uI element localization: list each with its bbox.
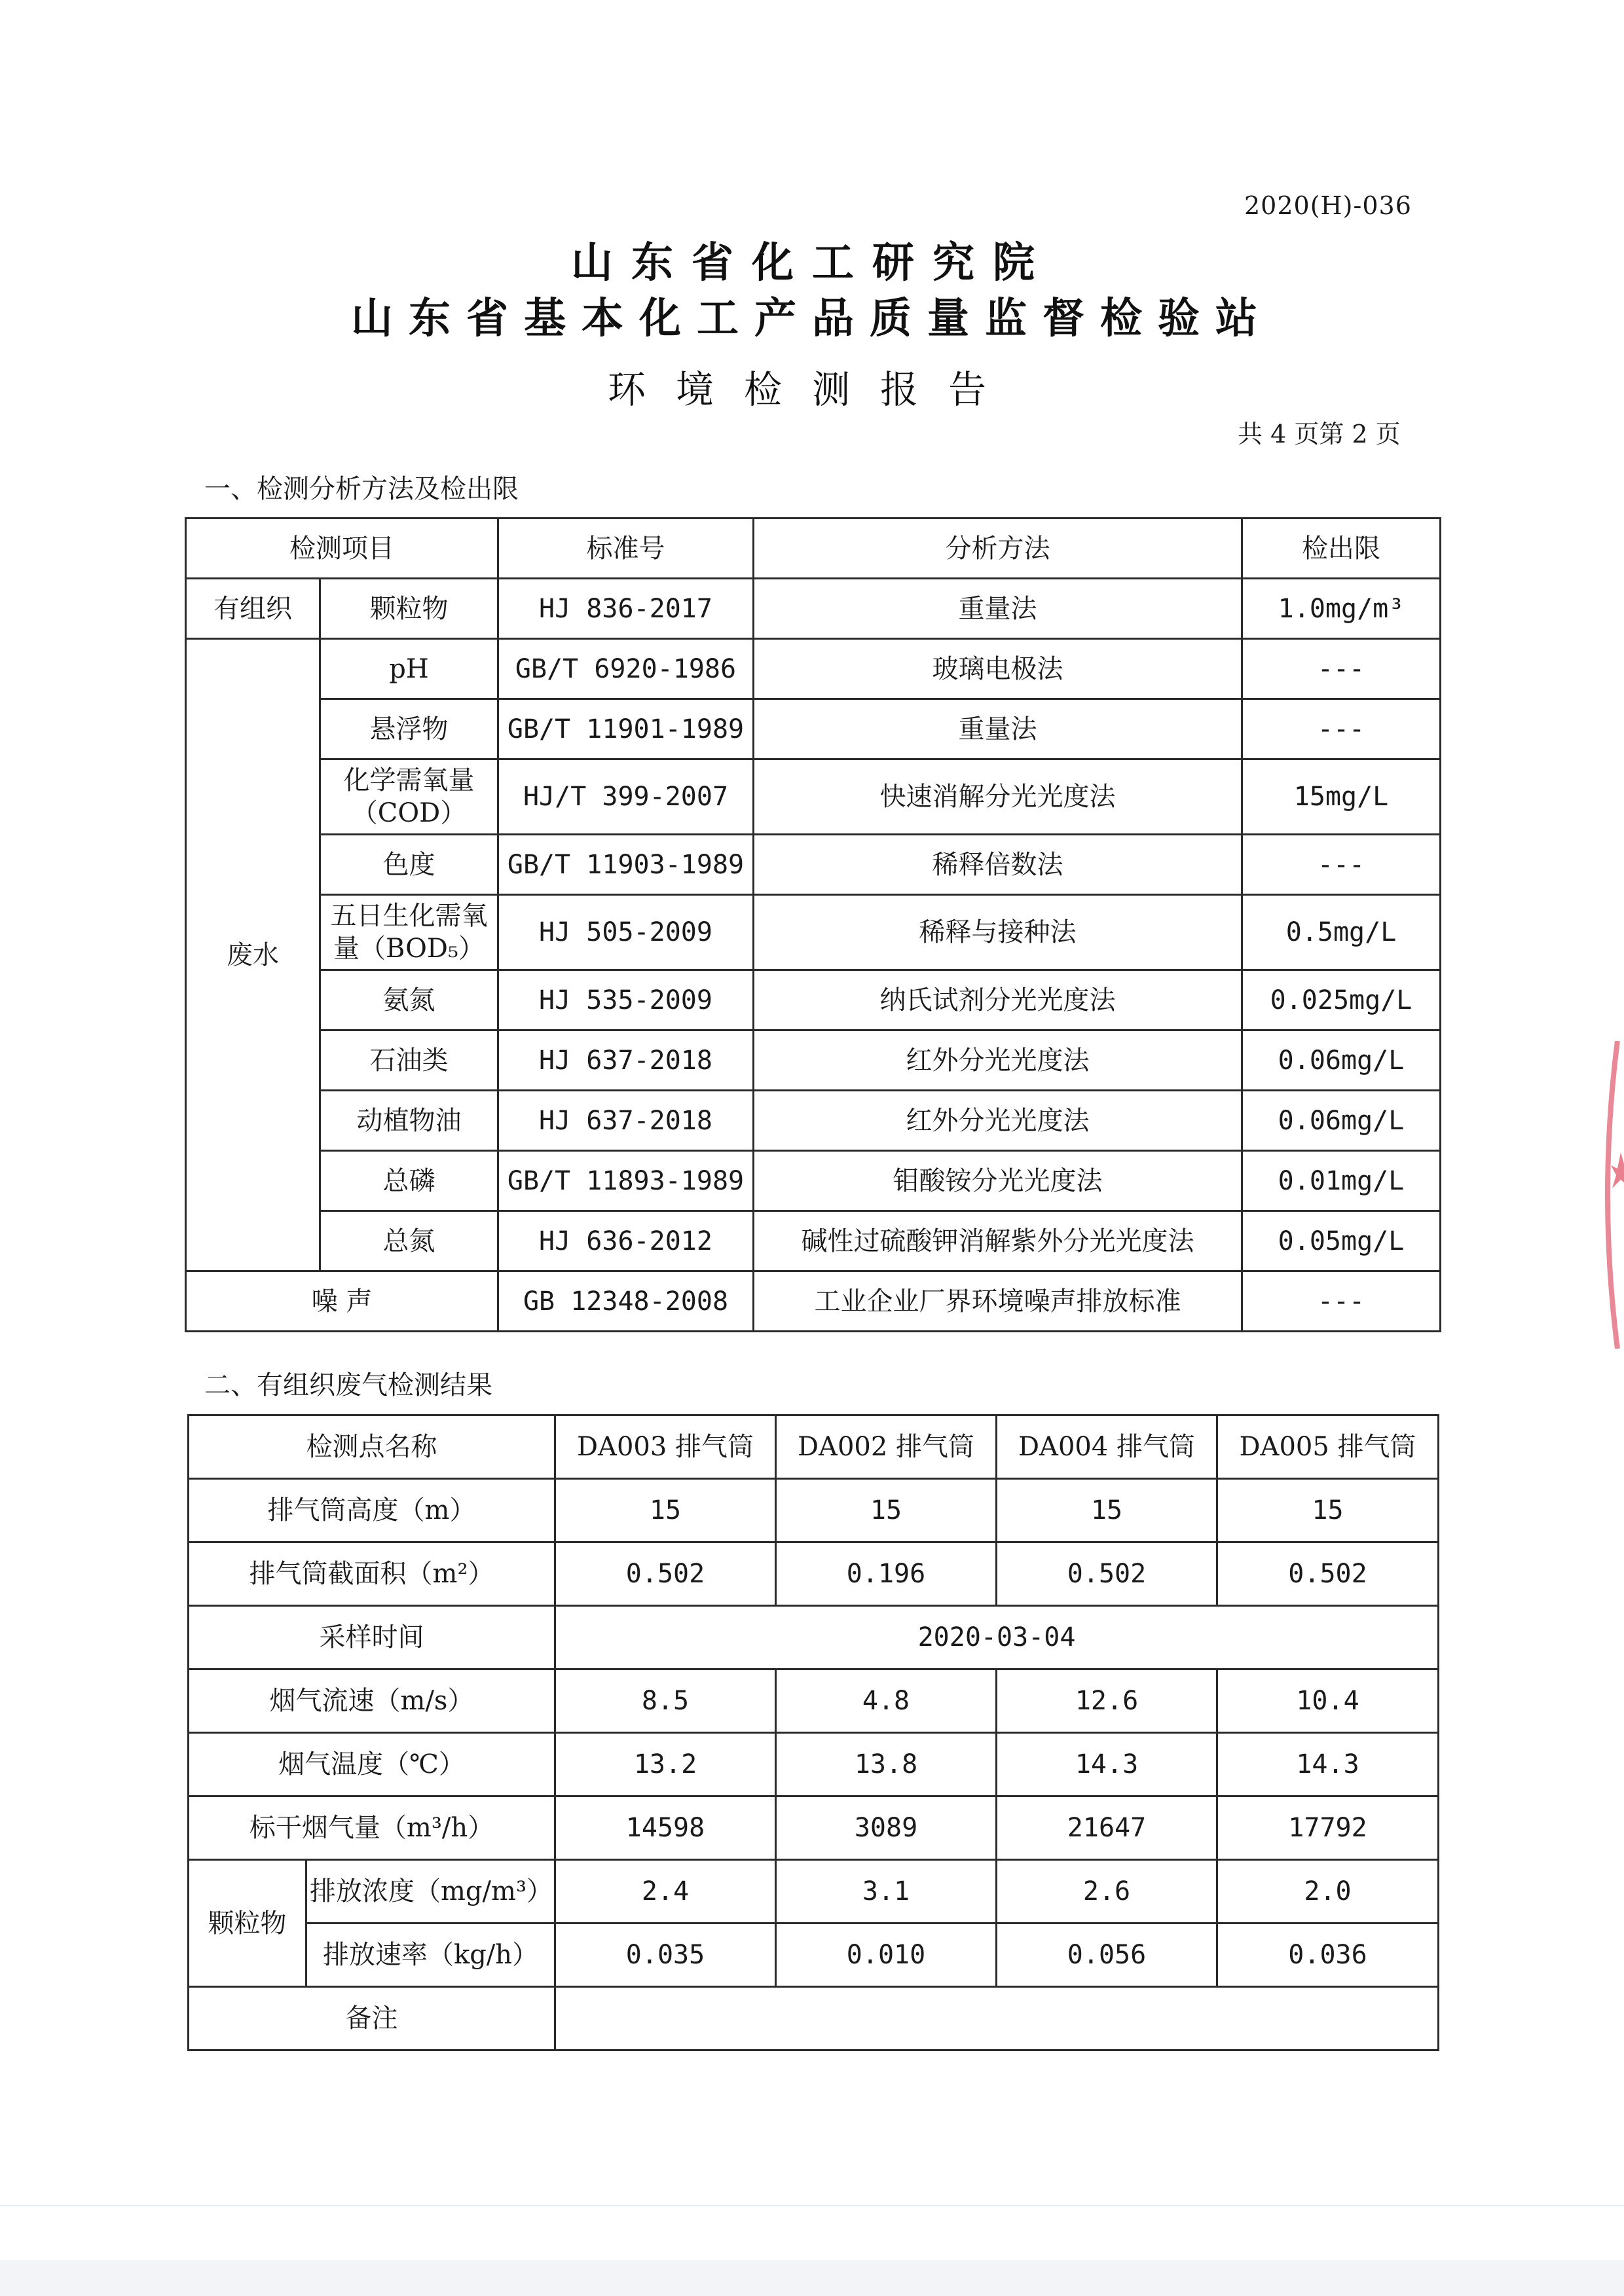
seal-stamp-fragment — [1591, 1041, 1624, 1349]
value-cell: 15 — [997, 1479, 1217, 1542]
method-cell: 重量法 — [754, 579, 1242, 639]
value-cell: 3.1 — [776, 1860, 997, 1923]
standard-cell: HJ 836-2017 — [498, 579, 754, 639]
table-row — [186, 1091, 1441, 1151]
table-header-row — [186, 519, 1441, 579]
table-row — [186, 1271, 1441, 1332]
item-cell: 悬浮物 — [320, 699, 498, 759]
value-cell: 3089 — [776, 1796, 997, 1860]
scan-artifact-line — [0, 2205, 1624, 2206]
table-row — [186, 639, 1441, 699]
institute-title: 山东省化工研究院 — [571, 238, 1053, 287]
standard-cell: GB/T 11901-1989 — [498, 699, 754, 759]
value-cell: 0.502 — [1217, 1542, 1439, 1606]
value-cell: 14598 — [555, 1796, 776, 1860]
value-cell: 2.6 — [997, 1860, 1217, 1923]
table-row — [189, 1669, 1439, 1733]
row-label: 排气筒截面积（m²） — [189, 1542, 555, 1606]
item-cell: 颗粒物 — [320, 579, 498, 639]
value-cell: 10.4 — [1217, 1669, 1439, 1733]
item-cell: 总氮 — [320, 1211, 498, 1271]
header-cell: 检出限 — [1242, 519, 1441, 579]
limit-cell: 1.0mg/m³ — [1242, 579, 1441, 639]
value-cell: 0.010 — [776, 1923, 997, 1987]
value-cell: 0.056 — [997, 1923, 1217, 1987]
value-cell: 14.3 — [1217, 1733, 1439, 1796]
value-cell: 13.2 — [555, 1733, 776, 1796]
limit-cell: 15mg/L — [1242, 759, 1441, 835]
method-cell: 稀释与接种法 — [754, 895, 1242, 970]
standard-cell: HJ 637-2018 — [498, 1091, 754, 1151]
standard-cell: HJ 535-2009 — [498, 970, 754, 1030]
value-cell: 0.035 — [555, 1923, 776, 1987]
table-row — [189, 1923, 1439, 1987]
standard-cell: HJ 636-2012 — [498, 1211, 754, 1271]
report-title: 环境检测报告 — [607, 367, 1016, 412]
limit-cell: 0.06mg/L — [1242, 1030, 1441, 1091]
group-cell: 废水 — [186, 639, 320, 1271]
row-label: 标干烟气量（m³/h） — [189, 1796, 555, 1860]
value-cell: 21647 — [997, 1796, 1217, 1860]
header-cell: 分析方法 — [754, 519, 1242, 579]
value-cell: 12.6 — [997, 1669, 1217, 1733]
standard-cell: HJ 505-2009 — [498, 895, 754, 970]
standard-cell: GB/T 6920-1986 — [498, 639, 754, 699]
limit-cell: 0.5mg/L — [1242, 895, 1441, 970]
standard-cell: GB/T 11893-1989 — [498, 1151, 754, 1211]
header-cell: DA003 排气筒 — [555, 1415, 776, 1479]
table-row — [186, 759, 1441, 835]
row-label: 排气筒高度（m） — [189, 1479, 555, 1542]
section-title-methods: 一、检测分析方法及检出限 — [204, 474, 519, 504]
table-row — [189, 1796, 1439, 1860]
method-cell: 工业企业厂界环境噪声排放标准 — [754, 1271, 1242, 1332]
value-cell: 14.3 — [997, 1733, 1217, 1796]
item-cell: pH — [320, 639, 498, 699]
item-cell: 噪 声 — [186, 1271, 498, 1332]
method-cell: 快速消解分光光度法 — [754, 759, 1242, 835]
table-row — [186, 579, 1441, 639]
table-header-row — [189, 1415, 1439, 1479]
row-label: 烟气流速（m/s） — [189, 1669, 555, 1733]
value-cell: 0.196 — [776, 1542, 997, 1606]
method-cell: 红外分光光度法 — [754, 1091, 1242, 1151]
table-row — [186, 895, 1441, 970]
sampling-date-cell: 2020-03-04 — [555, 1606, 1439, 1669]
station-title: 山东省基本化工产品质量监督检验站 — [351, 294, 1273, 343]
limit-cell: --- — [1242, 639, 1441, 699]
limit-cell: --- — [1242, 835, 1441, 895]
standard-cell: HJ/T 399-2007 — [498, 759, 754, 835]
table-row — [189, 1606, 1439, 1669]
standard-cell: GB/T 11903-1989 — [498, 835, 754, 895]
table-row — [186, 970, 1441, 1030]
group-cell: 有组织 — [186, 579, 320, 639]
value-cell: 8.5 — [555, 1669, 776, 1733]
item-cell: 动植物油 — [320, 1091, 498, 1151]
value-cell: 13.8 — [776, 1733, 997, 1796]
header-cell: DA004 排气筒 — [997, 1415, 1217, 1479]
standard-cell: GB 12348-2008 — [498, 1271, 754, 1332]
value-cell: 17792 — [1217, 1796, 1439, 1860]
method-cell: 纳氏试剂分光光度法 — [754, 970, 1242, 1030]
row-label: 排放速率（kg/h） — [306, 1923, 555, 1987]
item-cell: 色度 — [320, 835, 498, 895]
limit-cell: 0.01mg/L — [1242, 1151, 1441, 1211]
value-cell: 15 — [555, 1479, 776, 1542]
row-label: 排放浓度（mg/m³） — [306, 1860, 555, 1923]
value-cell: 0.502 — [997, 1542, 1217, 1606]
limit-cell: --- — [1242, 699, 1441, 759]
header-cell: DA005 排气筒 — [1217, 1415, 1439, 1479]
methods-table — [185, 517, 1441, 1332]
table-row — [189, 1987, 1439, 2050]
method-cell: 重量法 — [754, 699, 1242, 759]
method-cell: 碱性过硫酸钾消解紫外分光光度法 — [754, 1211, 1242, 1271]
header-cell: DA002 排气筒 — [776, 1415, 997, 1479]
method-cell: 红外分光光度法 — [754, 1030, 1242, 1091]
limit-cell: 0.025mg/L — [1242, 970, 1441, 1030]
value-cell: 15 — [776, 1479, 997, 1542]
table-row — [186, 1030, 1441, 1091]
item-cell: 总磷 — [320, 1151, 498, 1211]
limit-cell: --- — [1242, 1271, 1441, 1332]
value-cell: 2.0 — [1217, 1860, 1439, 1923]
group-cell: 颗粒物 — [189, 1860, 306, 1987]
method-cell: 稀释倍数法 — [754, 835, 1242, 895]
scan-artifact-band — [0, 2260, 1624, 2296]
header-cell: 检测点名称 — [189, 1415, 555, 1479]
value-cell: 0.502 — [555, 1542, 776, 1606]
row-label: 备注 — [189, 1987, 555, 2050]
table-row — [189, 1860, 1439, 1923]
header-cell: 标准号 — [498, 519, 754, 579]
row-label: 采样时间 — [189, 1606, 555, 1669]
value-cell: 4.8 — [776, 1669, 997, 1733]
table-row — [186, 699, 1441, 759]
report-number: 2020(H)-036 — [1244, 191, 1412, 220]
table-row — [189, 1733, 1439, 1796]
table-row — [186, 1151, 1441, 1211]
header-cell: 检测项目 — [186, 519, 498, 579]
value-cell: 2.4 — [555, 1860, 776, 1923]
value-cell: 0.036 — [1217, 1923, 1439, 1987]
limit-cell: 0.05mg/L — [1242, 1211, 1441, 1271]
table-row — [186, 1211, 1441, 1271]
item-cell: 氨氮 — [320, 970, 498, 1030]
page-indicator: 共 4 页第 2 页 — [1238, 420, 1401, 448]
value-cell: 15 — [1217, 1479, 1439, 1542]
results-table — [187, 1414, 1439, 2051]
remarks-cell — [555, 1987, 1439, 2050]
table-row — [189, 1479, 1439, 1542]
table-row — [186, 835, 1441, 895]
item-cell: 化学需氧量（COD） — [320, 759, 498, 835]
method-cell: 钼酸铵分光光度法 — [754, 1151, 1242, 1211]
section-title-results: 二、有组织废气检测结果 — [204, 1370, 492, 1400]
method-cell: 玻璃电极法 — [754, 639, 1242, 699]
table-row — [189, 1542, 1439, 1606]
row-label: 烟气温度（℃） — [189, 1733, 555, 1796]
standard-cell: HJ 637-2018 — [498, 1030, 754, 1091]
item-cell: 石油类 — [320, 1030, 498, 1091]
item-cell: 五日生化需氧量（BOD₅） — [320, 895, 498, 970]
limit-cell: 0.06mg/L — [1242, 1091, 1441, 1151]
